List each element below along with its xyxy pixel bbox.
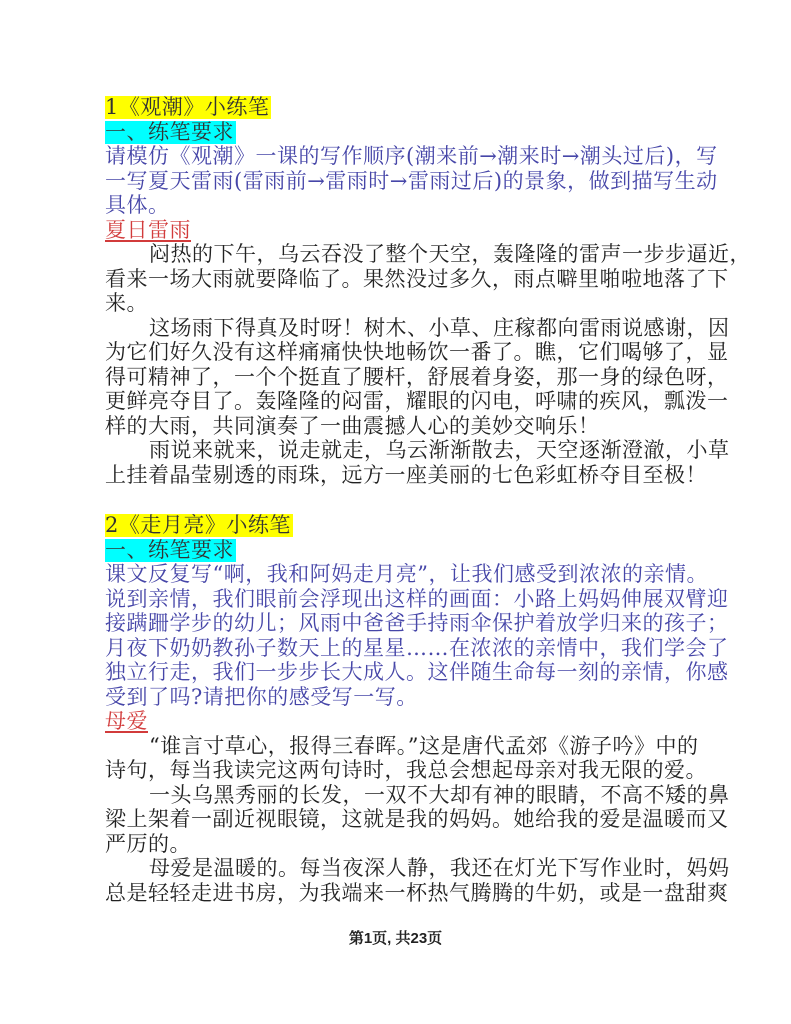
requirement-heading: 一、练笔要求 — [105, 119, 234, 144]
requirement-text: 请模仿《观潮》一课的写作顺序(潮来前→潮来时→潮头过后)，写 — [105, 144, 718, 168]
essay-paragraph: 上挂着晶莹剔透的雨珠，远方一座美丽的七色彩虹桥夺目至极！ — [105, 462, 707, 487]
essay-paragraph: 严厉的。 — [105, 831, 191, 856]
section-title-line — [105, 513, 765, 538]
essay-title-line — [105, 218, 765, 243]
essay-paragraph: 雨说来就来，说走就走，乌云渐渐散去，天空逐渐澄澈，小草 — [149, 438, 730, 462]
requirement-text: 接蹒跚学步的幼儿；风雨中爸爸手持雨伞保护着放学归来的孩子； — [105, 611, 729, 635]
essay-paragraph: 一头乌黑秀丽的长发，一双不大却有神的眼睛，不高不矮的鼻 — [149, 782, 730, 807]
page-number: 第1页, 共23页 — [348, 930, 443, 947]
essay-title: 母爱 — [105, 709, 148, 733]
essay-paragraph: 母爱是温暖的。每当夜深人静，我还在灯光下写作业时，妈妈 — [149, 856, 730, 880]
requirement-text: 一写夏天雷雨(雷雨前→雷雨时→雷雨过后)的景象，做到描写生动 — [105, 168, 718, 193]
essay-paragraph: 这场雨下得真及时呀！树木、小草、庄稼都向雷雨说感谢，因 — [149, 315, 730, 340]
section-title-line — [105, 95, 765, 120]
requirement-text: 课文反复写“啊，我和阿妈走月亮”，让我们感受到浓浓的亲情。 — [105, 562, 708, 586]
requirement-heading-line — [105, 538, 765, 563]
essay-paragraph: 样的大雨，共同演奏了一曲震撼人心的美妙交响乐！ — [105, 413, 600, 438]
essay-paragraph: 为它们好久没有这样痛痛快快地畅饮一番了。瞧，它们喝够了，显 — [105, 340, 729, 364]
requirement-text: 说到亲情，我们眼前会浮现出这样的画面：小路上妈妈伸展双臂迎 — [105, 586, 729, 611]
essay-paragraph: 闷热的下午，乌云吞没了整个天空，轰隆隆的雷声一步步逼近， — [149, 242, 751, 266]
essay-paragraph: 梁上架着一副近视眼镜，这就是我的妈妈。她给我的爱是温暖而又 — [105, 807, 729, 831]
essay-paragraph: 更鲜亮夺目了。轰隆隆的闷雷，耀眼的闪电，呼啸的疾风，瓢泼一 — [105, 389, 729, 413]
essay-paragraph: 诗句，每当我读完这两句诗时，我总会想起母亲对我无限的爱。 — [105, 758, 707, 782]
essay-title-line — [105, 709, 765, 734]
essay-paragraph: 总是轻轻走进书房，为我端来一杯热气腾腾的牛奶，或是一盘甜爽 — [105, 880, 729, 905]
section-gap — [105, 487, 765, 513]
requirement-text: 受到了吗?请把你的感受写一写。 — [105, 684, 418, 709]
essay-paragraph: “谁言寸草心，报得三春晖。”这是唐代孟郊《游子吟》中的 — [149, 733, 699, 758]
essay-paragraph: 来。 — [105, 291, 148, 315]
page-content — [105, 95, 765, 905]
requirement-heading-line — [105, 120, 765, 145]
essay-title: 夏日雷雨 — [105, 217, 191, 242]
requirement-heading: 一、练笔要求 — [105, 537, 234, 562]
essay-paragraph: 得可精神了，一个个挺直了腰杆，舒展着身姿，那一身的绿色呀， — [105, 364, 729, 389]
section-title: 2《走月亮》小练笔 — [105, 513, 291, 537]
requirement-text: 月夜下奶奶教孙子数天上的星星……在浓浓的亲情中，我们学会了 — [105, 635, 729, 660]
essay-paragraph: 看来一场大雨就要降临了。果然没过多久，雨点噼里啪啦地落了下 — [105, 266, 729, 291]
section-title: 1《观潮》小练笔 — [105, 95, 270, 119]
requirement-text: 独立行走，我们一步步长大成人。这伴随生命每一刻的亲情，你感 — [105, 660, 729, 684]
requirement-text: 具体。 — [105, 193, 170, 217]
